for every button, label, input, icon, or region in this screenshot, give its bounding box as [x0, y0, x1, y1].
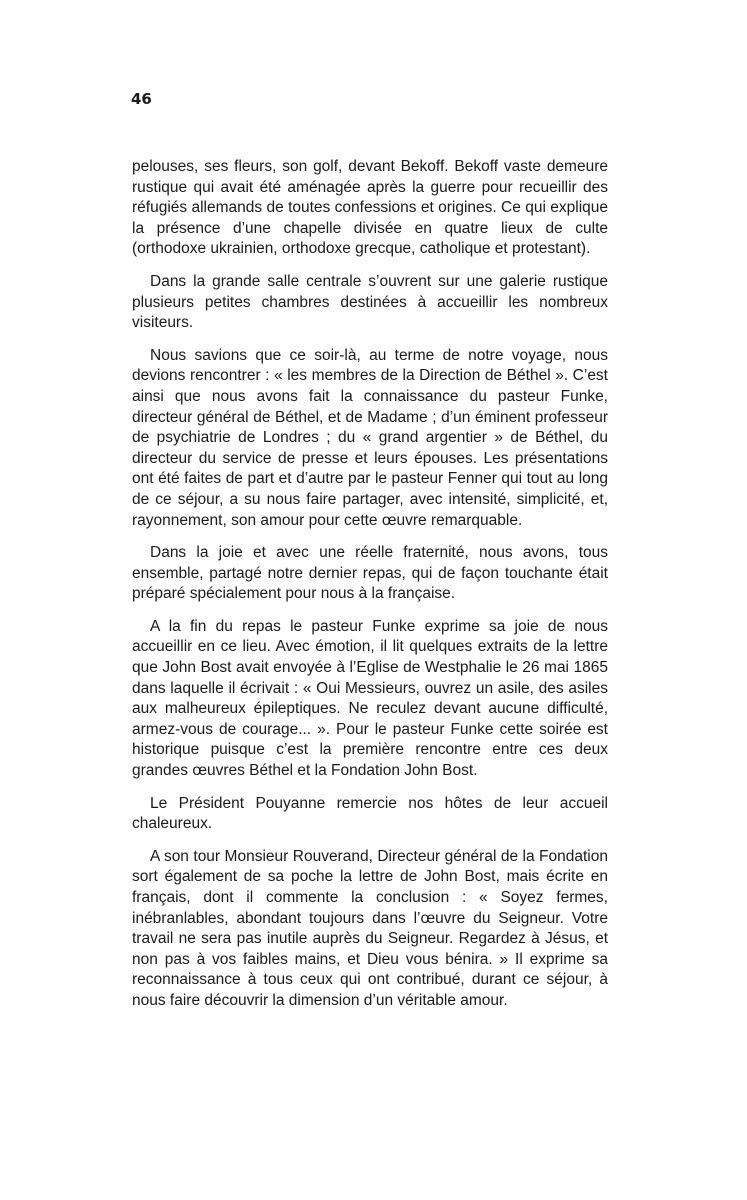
paragraph-3: Nous savions que ce soir-là, au terme de notre voyage, nous devions rencontrer : « les membres de la Direction de Béthel ». C’est ainsi que nous avons fait la connaissance du pasteur Funke, directeur général de Béthel, et de Madame ; d’un éminent professeur de psychiatrie de Londres ; du « grand argentier » de Béthel, du directeur du service de presse et leurs épouses. Les présentations ont été faites de part et d’autre par le pasteur Fenner qui tout au long de ce séjour, a su nous faire partager, avec intensité, simplicité, et, rayonnement, son amour pour cette œuvre remarquable.	[132, 346, 608, 529]
page-number: 46	[131, 90, 152, 108]
paragraph-1: pelouses, ses fleurs, son golf, devant Bekoff. Bekoff vaste demeure rustique qui avait été aménagée après la guerre pour recueillir des réfugiés allemands de toutes confessions et origines. Ce qui explique la présence d’une chapelle divisée en quatre lieux de culte (orthodoxe ukrainien, orthodoxe grecque, catholique et protestant).	[132, 158, 608, 258]
paragraph-6: Le Président Pouyanne remercie nos hôtes de leur accueil chaleureux.	[132, 794, 608, 833]
paragraph-2: Dans la grande salle centrale s’ouvrent sur une galerie rustique plusieurs petites chambres destinées à accueillir les nombreux visiteurs.	[132, 272, 608, 332]
paragraph-7: A son tour Monsieur Rouverand, Directeur général de la Fondation sort également de sa poche la lettre de John Bost, mais écrite en français, dont il commente la conclusion : « Soyez fermes, inébranlables, abondant toujours dans l’œuvre du Seigneur. Votre travail ne sera pas inutile auprès du Seigneur. Regardez à Jésus, et non pas à vos faibles mains, et Dieu vous bénira. » Il exprime sa reconnaissance à tous ceux qui ont contribué, durant ce séjour, à nous faire découvrir la dimension d’un véritable amour.	[132, 847, 608, 1009]
body-text	[132, 157, 608, 1024]
paragraph-4: Dans la joie et avec une réelle fraternité, nous avons, tous ensemble, partagé notre dernier repas, qui de façon touchante était préparé spécialement pour nous à la française.	[132, 544, 608, 603]
paragraph-5: A la fin du repas le pasteur Funke exprime sa joie de nous accueillir en ce lieu. Avec émotion, il lit quelques extraits de la lettre que John Bost avait envoyée à l’Eglise de Westphalie le 26 mai 1865 dans laquelle il écrivait : « Oui Messieurs, ouvrez un asile, des asiles aux malheureux épileptiques. Ne reculez devant aucune difficulté, armez-vous de courage... ». Pour le pasteur Funke cette soirée est historique puisque c’est la première rencontre entre ces deux grandes œuvres Béthel et la Fondation John Bost.	[132, 617, 608, 780]
